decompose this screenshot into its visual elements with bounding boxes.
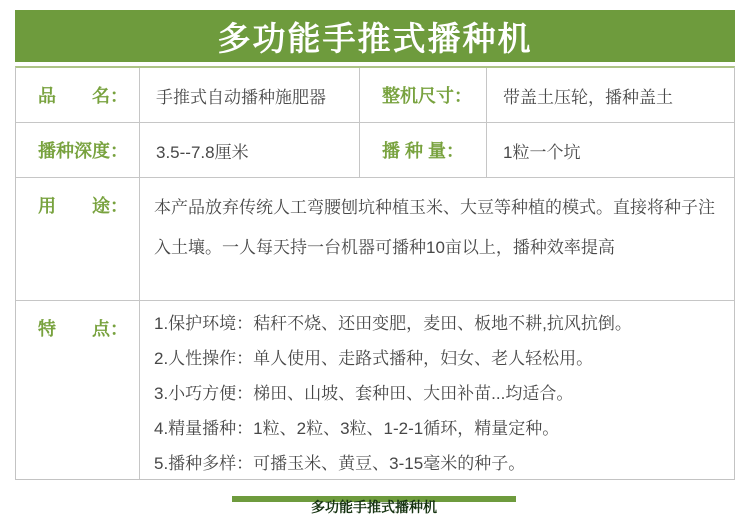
value-usage: 本产品放弃传统人工弯腰刨坑种植玉米、大豆等种植的模式。直接将种子注入土壤。一人每天持一台机器可播种10亩以上，播种效率提高 — [140, 178, 734, 301]
value-machine-size: 带盖土压轮，播种盖土 — [487, 68, 734, 123]
feature-item-1: 1.保护环境：秸秆不烧、还田变肥，麦田、板地不耕,抗风抗倒。 — [154, 314, 632, 333]
feature-item-2: 2.人性操作：单人使用、走路式播种，妇女、老人轻松用。 — [154, 349, 594, 368]
feature-item-4: 4.精量播种：1粒、2粒、3粒、1-2-1循环，精量定种。 — [154, 419, 560, 438]
next-section-partial-title: 多功能手推式播种机 — [311, 499, 437, 515]
label-machine-size: 整机尺寸： — [360, 68, 487, 123]
value-product-name: 手推式自动播种施肥器 — [140, 68, 360, 123]
label-seeding-amount: 播 种 量： — [360, 123, 487, 178]
value-seeding-depth: 3.5--7.8厘米 — [140, 123, 360, 178]
spec-table — [15, 66, 735, 480]
label-seeding-depth: 播种深度： — [16, 123, 140, 178]
next-section-partial-banner — [232, 496, 516, 515]
label-features: 特 点： — [16, 301, 140, 479]
product-spec-page — [0, 10, 750, 515]
title-banner — [15, 10, 735, 62]
value-seeding-amount: 1粒一个坑 — [487, 123, 734, 178]
feature-item-3: 3.小巧方便：梯田、山坡、套种田、大田补苗...均适合。 — [154, 384, 574, 403]
page-title: 多功能手推式播种机 — [217, 19, 533, 57]
label-usage: 用 途： — [16, 178, 140, 301]
value-features — [140, 301, 734, 479]
feature-item-5: 5.播种多样：可播玉米、黄豆、3-15毫米的种子。 — [154, 454, 526, 473]
label-product-name: 品 名： — [16, 68, 140, 123]
